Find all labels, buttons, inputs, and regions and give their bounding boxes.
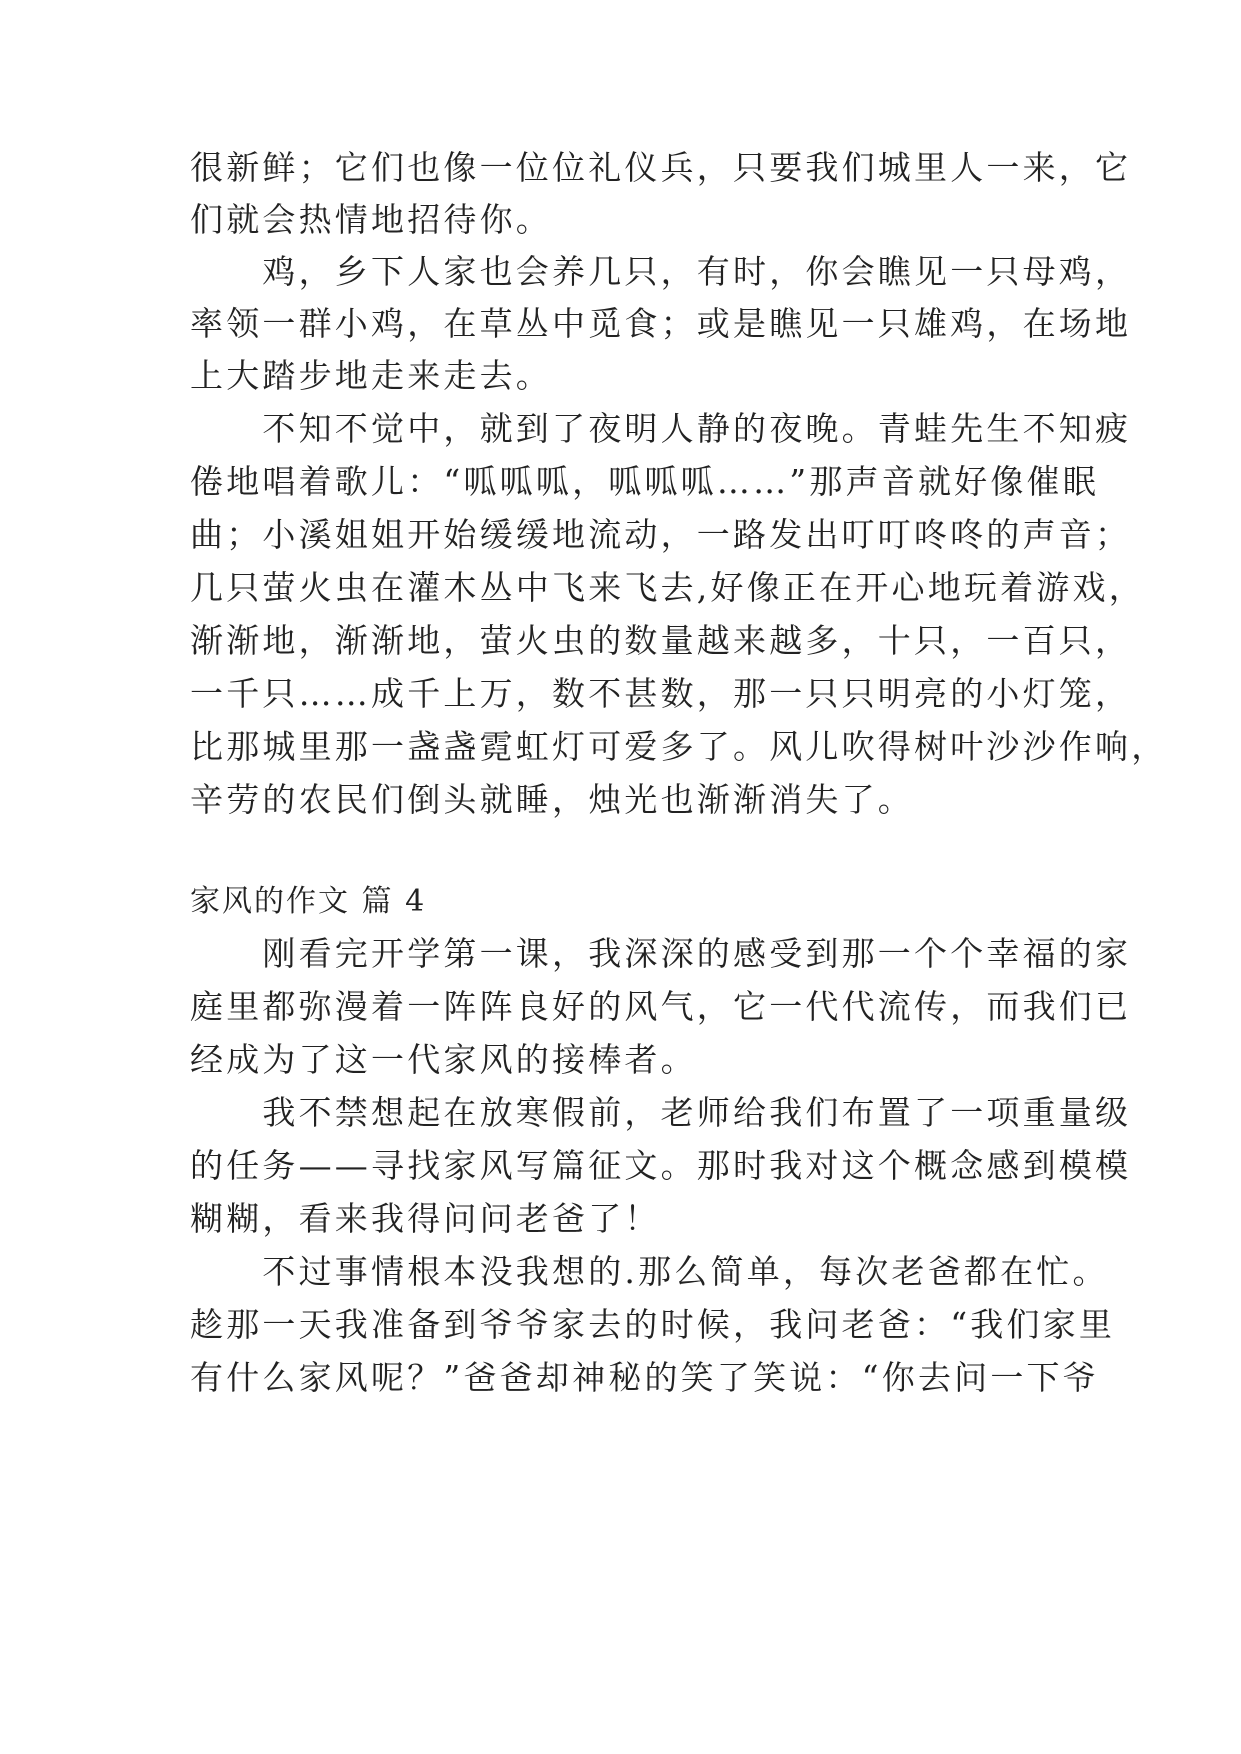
text-line: 曲；小溪姐姐开始缓缓地流动，一路发出叮叮咚咚的声音； (190, 515, 1132, 554)
text-line: 比那城里那一盏盏霓虹灯可爱多了。风儿吹得树叶沙沙作响， (190, 727, 1168, 766)
text-line: 辛劳的农民们倒头就睡，烛光也渐渐消失了。 (190, 780, 914, 819)
text-line: 的任务——寻找家风写篇征文。那时我对这个概念感到模模 (190, 1146, 1132, 1185)
text-line: 很新鲜；它们也像一位位礼仪兵，只要我们城里人一来，它 (190, 148, 1132, 187)
text-line: 上大踏步地走来走去。 (190, 356, 552, 395)
section-heading: 家风的作文 篇 4 (190, 884, 427, 919)
text-line: 趁那一天我准备到爷爷家去的时候，我问老爸：“我们家里 (190, 1305, 1116, 1344)
text-line: 我不禁想起在放寒假前，老师给我们布置了一项重量级 (190, 1093, 1132, 1132)
text-line: 庭里都弥漫着一阵阵良好的风气，它一代代流传，而我们已 (190, 987, 1132, 1026)
text-line: 不过事情根本没我想的.那么简单，每次老爸都在忙。 (190, 1252, 1109, 1291)
text-line: 有什么家风呢？”爸爸却神秘的笑了笑说：“你去问一下爷 (190, 1358, 1099, 1397)
text-line: 一千只……成千上万，数不甚数，那一只只明亮的小灯笼， (190, 674, 1132, 713)
text-line: 渐渐地，渐渐地，萤火虫的数量越来越多，十只，一百只， (190, 621, 1132, 660)
text-line: 不知不觉中，就到了夜明人静的夜晚。青蛙先生不知疲 (190, 409, 1132, 448)
text-line: 鸡，乡下人家也会养几只，有时，你会瞧见一只母鸡， (190, 252, 1132, 291)
text-line: 率领一群小鸡，在草丛中觅食；或是瞧见一只雄鸡，在场地 (190, 304, 1132, 343)
text-line: 刚看完开学第一课，我深深的感受到那一个个幸福的家 (190, 934, 1132, 973)
text-line: 们就会热情地招待你。 (190, 200, 552, 239)
text-line: 倦地唱着歌儿：“呱呱呱，呱呱呱……”那声音就好像催眠 (190, 462, 1099, 501)
text-line: 几只萤火虫在灌木丛中飞来飞去,好像正在开心地玩着游戏， (190, 568, 1145, 607)
text-line: 糊糊，看来我得问问老爸了！ (190, 1199, 661, 1238)
text-line: 经成为了这一代家风的接棒者。 (190, 1040, 697, 1079)
